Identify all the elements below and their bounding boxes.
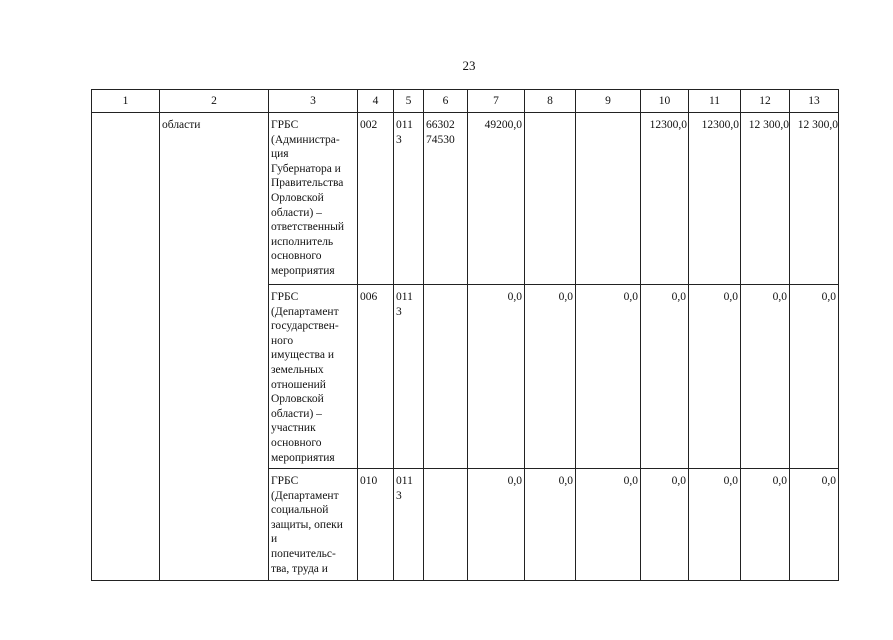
value-cell-12: 0,0 <box>741 285 790 469</box>
value-cell-9: 0,0 <box>576 469 641 581</box>
col-header-6: 6 <box>424 90 468 113</box>
col-header-4: 4 <box>358 90 394 113</box>
col-header-10: 10 <box>641 90 689 113</box>
header-row <box>92 90 839 113</box>
table-row <box>92 113 839 285</box>
code-cell: 006 <box>358 285 394 469</box>
value-cell-10: 12300,0 <box>641 113 689 285</box>
section-cell: 011 3 <box>394 113 424 285</box>
grbs-cell: ГРБС (Департамент социальной защиты, опеки и попечительс- тва, труда и <box>269 469 358 581</box>
value-cell-13: 0,0 <box>790 469 839 581</box>
value-cell-9: 0,0 <box>576 285 641 469</box>
col-header-2: 2 <box>160 90 269 113</box>
target-cell <box>424 469 468 581</box>
code-cell: 002 <box>358 113 394 285</box>
grbs-cell: ГРБС (Администра- ция Губернатора и Правительства Орловской области) – ответственный исполнитель основного мероприятия <box>269 113 358 285</box>
value-cell-11: 0,0 <box>689 469 741 581</box>
col-header-9: 9 <box>576 90 641 113</box>
value-cell-10: 0,0 <box>641 469 689 581</box>
grbs-cell: ГРБС (Департамент государствен- ного имущества и земельных отношений Орловской области) – участник основного мероприятия <box>269 285 358 469</box>
budget-table <box>91 89 839 581</box>
code-cell: 010 <box>358 469 394 581</box>
col1-cell <box>92 113 160 581</box>
value-cell-8 <box>525 113 576 285</box>
col-header-7: 7 <box>468 90 525 113</box>
value-cell-7: 49200,0 <box>468 113 525 285</box>
section-cell: 011 3 <box>394 469 424 581</box>
col-header-12: 12 <box>741 90 790 113</box>
section-cell: 011 3 <box>394 285 424 469</box>
col-header-1: 1 <box>92 90 160 113</box>
value-cell-8: 0,0 <box>525 285 576 469</box>
col-header-3: 3 <box>269 90 358 113</box>
col-header-8: 8 <box>525 90 576 113</box>
col-header-11: 11 <box>689 90 741 113</box>
target-cell <box>424 285 468 469</box>
col-header-13: 13 <box>790 90 839 113</box>
value-cell-9 <box>576 113 641 285</box>
value-cell-13: 12 300,0 <box>790 113 839 285</box>
value-cell-7: 0,0 <box>468 469 525 581</box>
value-cell-13: 0,0 <box>790 285 839 469</box>
value-cell-11: 0,0 <box>689 285 741 469</box>
col-header-5: 5 <box>394 90 424 113</box>
target-cell: 66302 74530 <box>424 113 468 285</box>
value-cell-11: 12300,0 <box>689 113 741 285</box>
value-cell-7: 0,0 <box>468 285 525 469</box>
value-cell-8: 0,0 <box>525 469 576 581</box>
value-cell-10: 0,0 <box>641 285 689 469</box>
page-number: 23 <box>462 58 476 73</box>
col2-cell: области <box>160 113 269 581</box>
value-cell-12: 0,0 <box>741 469 790 581</box>
value-cell-12: 12 300,0 <box>741 113 790 285</box>
